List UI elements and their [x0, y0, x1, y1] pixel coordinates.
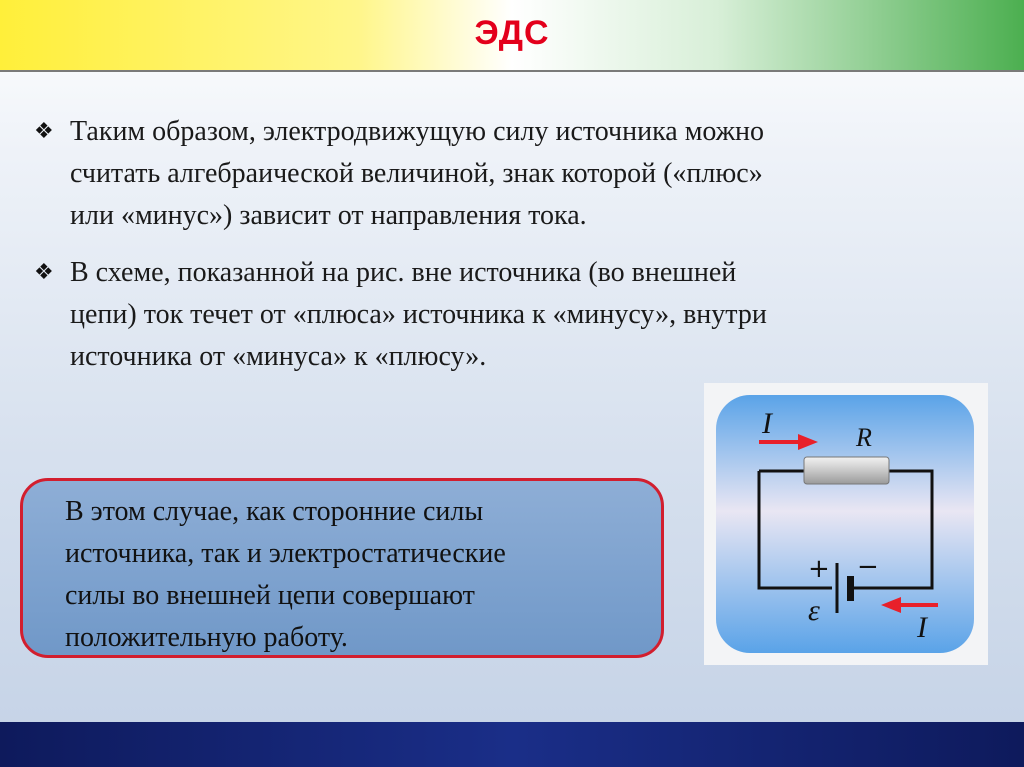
callout-line-4: положительную работу.	[65, 622, 348, 653]
bullet-2-line-2: цепи) ток течет от «плюса» источника к «минусу», внутри	[70, 299, 767, 330]
footer-bar	[0, 722, 1024, 767]
bullet-2-line-3: источника от «минуса» к «плюсу».	[70, 341, 487, 372]
bullet-1-line-2: считать алгебраической величиной, знак которой («плюс»	[70, 158, 763, 189]
slide-title: ЭДС	[474, 14, 550, 52]
callout-line-2: источника, так и электростатические	[65, 538, 506, 569]
bullet-2	[34, 252, 954, 378]
bullet-2-line-1: В схеме, показанной на рис. вне источника (во внешней	[70, 257, 737, 288]
circuit-diagram	[704, 383, 988, 665]
emf-label: ε	[808, 594, 820, 627]
resistor-label: R	[856, 423, 872, 452]
circuit-figure	[704, 383, 988, 665]
plus-label: +	[808, 554, 830, 584]
current-label-bottom: I	[917, 611, 927, 644]
diamond-bullet-icon: ❖	[34, 260, 54, 285]
current-label-top: I	[762, 407, 772, 440]
bullet-1	[34, 111, 954, 237]
battery-short-plate	[847, 576, 854, 601]
resistor	[804, 457, 889, 484]
bullet-1-line-3: или «минус») зависит от направления тока.	[70, 200, 587, 231]
minus-label: −	[857, 552, 879, 582]
diamond-bullet-icon: ❖	[34, 119, 54, 144]
callout-text	[65, 491, 645, 659]
figure-panel	[716, 395, 974, 653]
callout-line-1: В этом случае, как сторонние силы	[65, 496, 484, 527]
bullet-1-line-1: Таким образом, электродвижущую силу источника можно	[70, 116, 765, 147]
callout-box	[20, 478, 664, 658]
callout-line-3: силы во внешней цепи совершают	[65, 580, 475, 611]
